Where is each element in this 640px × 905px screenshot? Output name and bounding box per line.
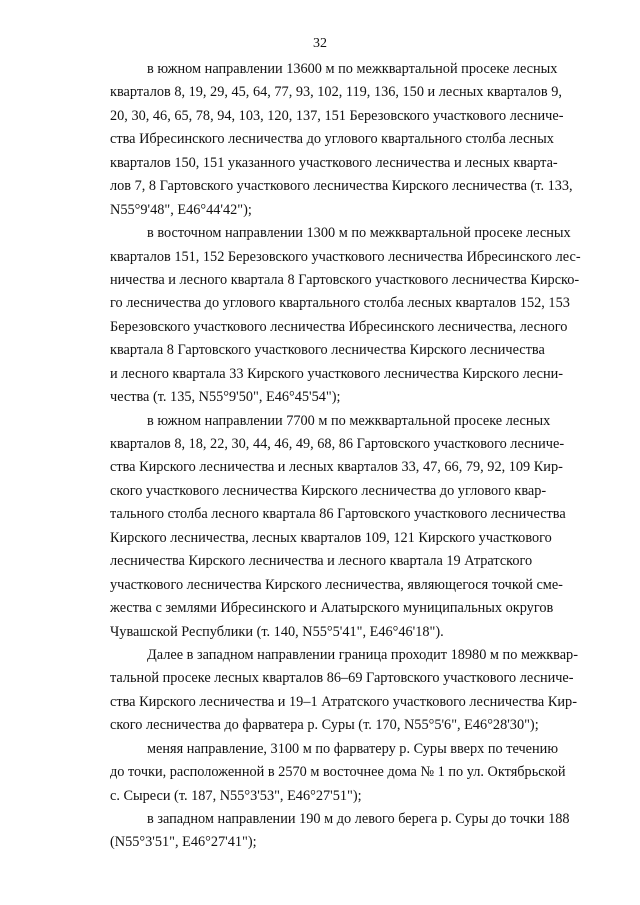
- page-number: 32: [313, 36, 327, 51]
- text-line: в южном направлении 7700 м по межквартальной просеке лесных: [147, 412, 551, 429]
- text-line: и лесного квартала 33 Кирского участкового лесничества Кирского лесни-: [110, 365, 564, 382]
- text-line: лов 7, 8 Гартовского участкового лесничества Кирского лесничества (т. 133,: [110, 178, 573, 195]
- text-line: ничества и лесного квартала 8 Гартовского участкового лесничества Кирско-: [110, 271, 580, 288]
- text-line: 20, 30, 46, 65, 78, 94, 103, 120, 137, 151 Березовского участкового лесниче-: [110, 107, 564, 124]
- text-line: в западном направлении 190 м до левого берега р. Суры до точки 188: [147, 811, 570, 827]
- text-line: ства Ибресинского лесничества до углового квартального столба лесных: [110, 131, 554, 148]
- text-line: лесничества Кирского лесничества и лесного квартала 19 Атратского: [110, 553, 533, 570]
- text-line: кварталов 8, 19, 29, 45, 64, 77, 93, 102, 119, 136, 150 и лесных кварталов 9,: [110, 84, 562, 101]
- text-line: с. Сыреси (т. 187, N55°3'53", E46°27'51");: [110, 787, 362, 804]
- text-line: N55°9'48", E46°44'42");: [110, 201, 252, 218]
- text-line: го лесничества до углового квартального столба лесных кварталов 152, 153: [110, 295, 570, 312]
- text-line: ства Кирского лесничества и 19–1 Атратского участкового лесничества Кир-: [110, 693, 577, 710]
- text-line: тальной просеке лесных кварталов 86–69 Гартовского участкового лесниче-: [110, 670, 574, 687]
- text-line: до точки, расположенной в 2570 м восточнее дома № 1 по ул. Октябрьской: [110, 764, 566, 781]
- text-line: ского лесничества до фарватера р. Суры (т. 170, N55°5'6", E46°28'30");: [110, 717, 539, 734]
- text-line: участкового лесничества Кирского лесничества, являющегося точкой сме-: [110, 576, 563, 593]
- text-line: кварталов 8, 18, 22, 30, 44, 46, 49, 68, 86 Гартовского участкового лесниче-: [110, 436, 565, 452]
- text-line: Березовского участкового лесничества Ибресинского лесничества, лесного: [110, 318, 568, 335]
- text-line: чества (т. 135, N55°9'50", E46°45'54");: [110, 389, 341, 406]
- text-line: Чувашской Республики (т. 140, N55°5'41", E46°46'18").: [110, 623, 444, 640]
- text-line: кварталов 151, 152 Березовского участкового лесничества Ибресинского лес-: [110, 248, 581, 265]
- text-line: в южном направлении 13600 м по межквартальной просеке лесных: [147, 61, 558, 77]
- text-line: ского участкового лесничества Кирского лесничества до углового квар-: [110, 482, 547, 499]
- text-line: в восточном направлении 1300 м по межквартальной просеке лесных: [147, 225, 571, 242]
- text-line: меняя направление, 3100 м по фарватеру р. Суры вверх по течению: [147, 740, 559, 757]
- text-line: Далее в западном направлении граница проходит 18980 м по межквар-: [147, 646, 578, 663]
- text-line: тального столба лесного квартала 86 Гартовского участкового лесничества: [110, 506, 566, 523]
- text-line: (N55°3'51", E46°27'41");: [110, 834, 257, 851]
- text-line: кварталов 150, 151 указанного участкового лесничества и лесных кварта-: [110, 154, 558, 171]
- text-line: Кирского лесничества, лесных кварталов 109, 121 Кирского участкового: [110, 529, 552, 546]
- text-line: квартала 8 Гартовского участкового лесничества Кирского лесничества: [110, 342, 545, 359]
- text-line: ства Кирского лесничества и лесных кварталов 33, 47, 66, 79, 92, 109 Кир-: [110, 459, 563, 476]
- text-line: жества с землями Ибресинского и Алатырского муниципальных округов: [110, 600, 554, 617]
- body-text: [110, 58, 581, 855]
